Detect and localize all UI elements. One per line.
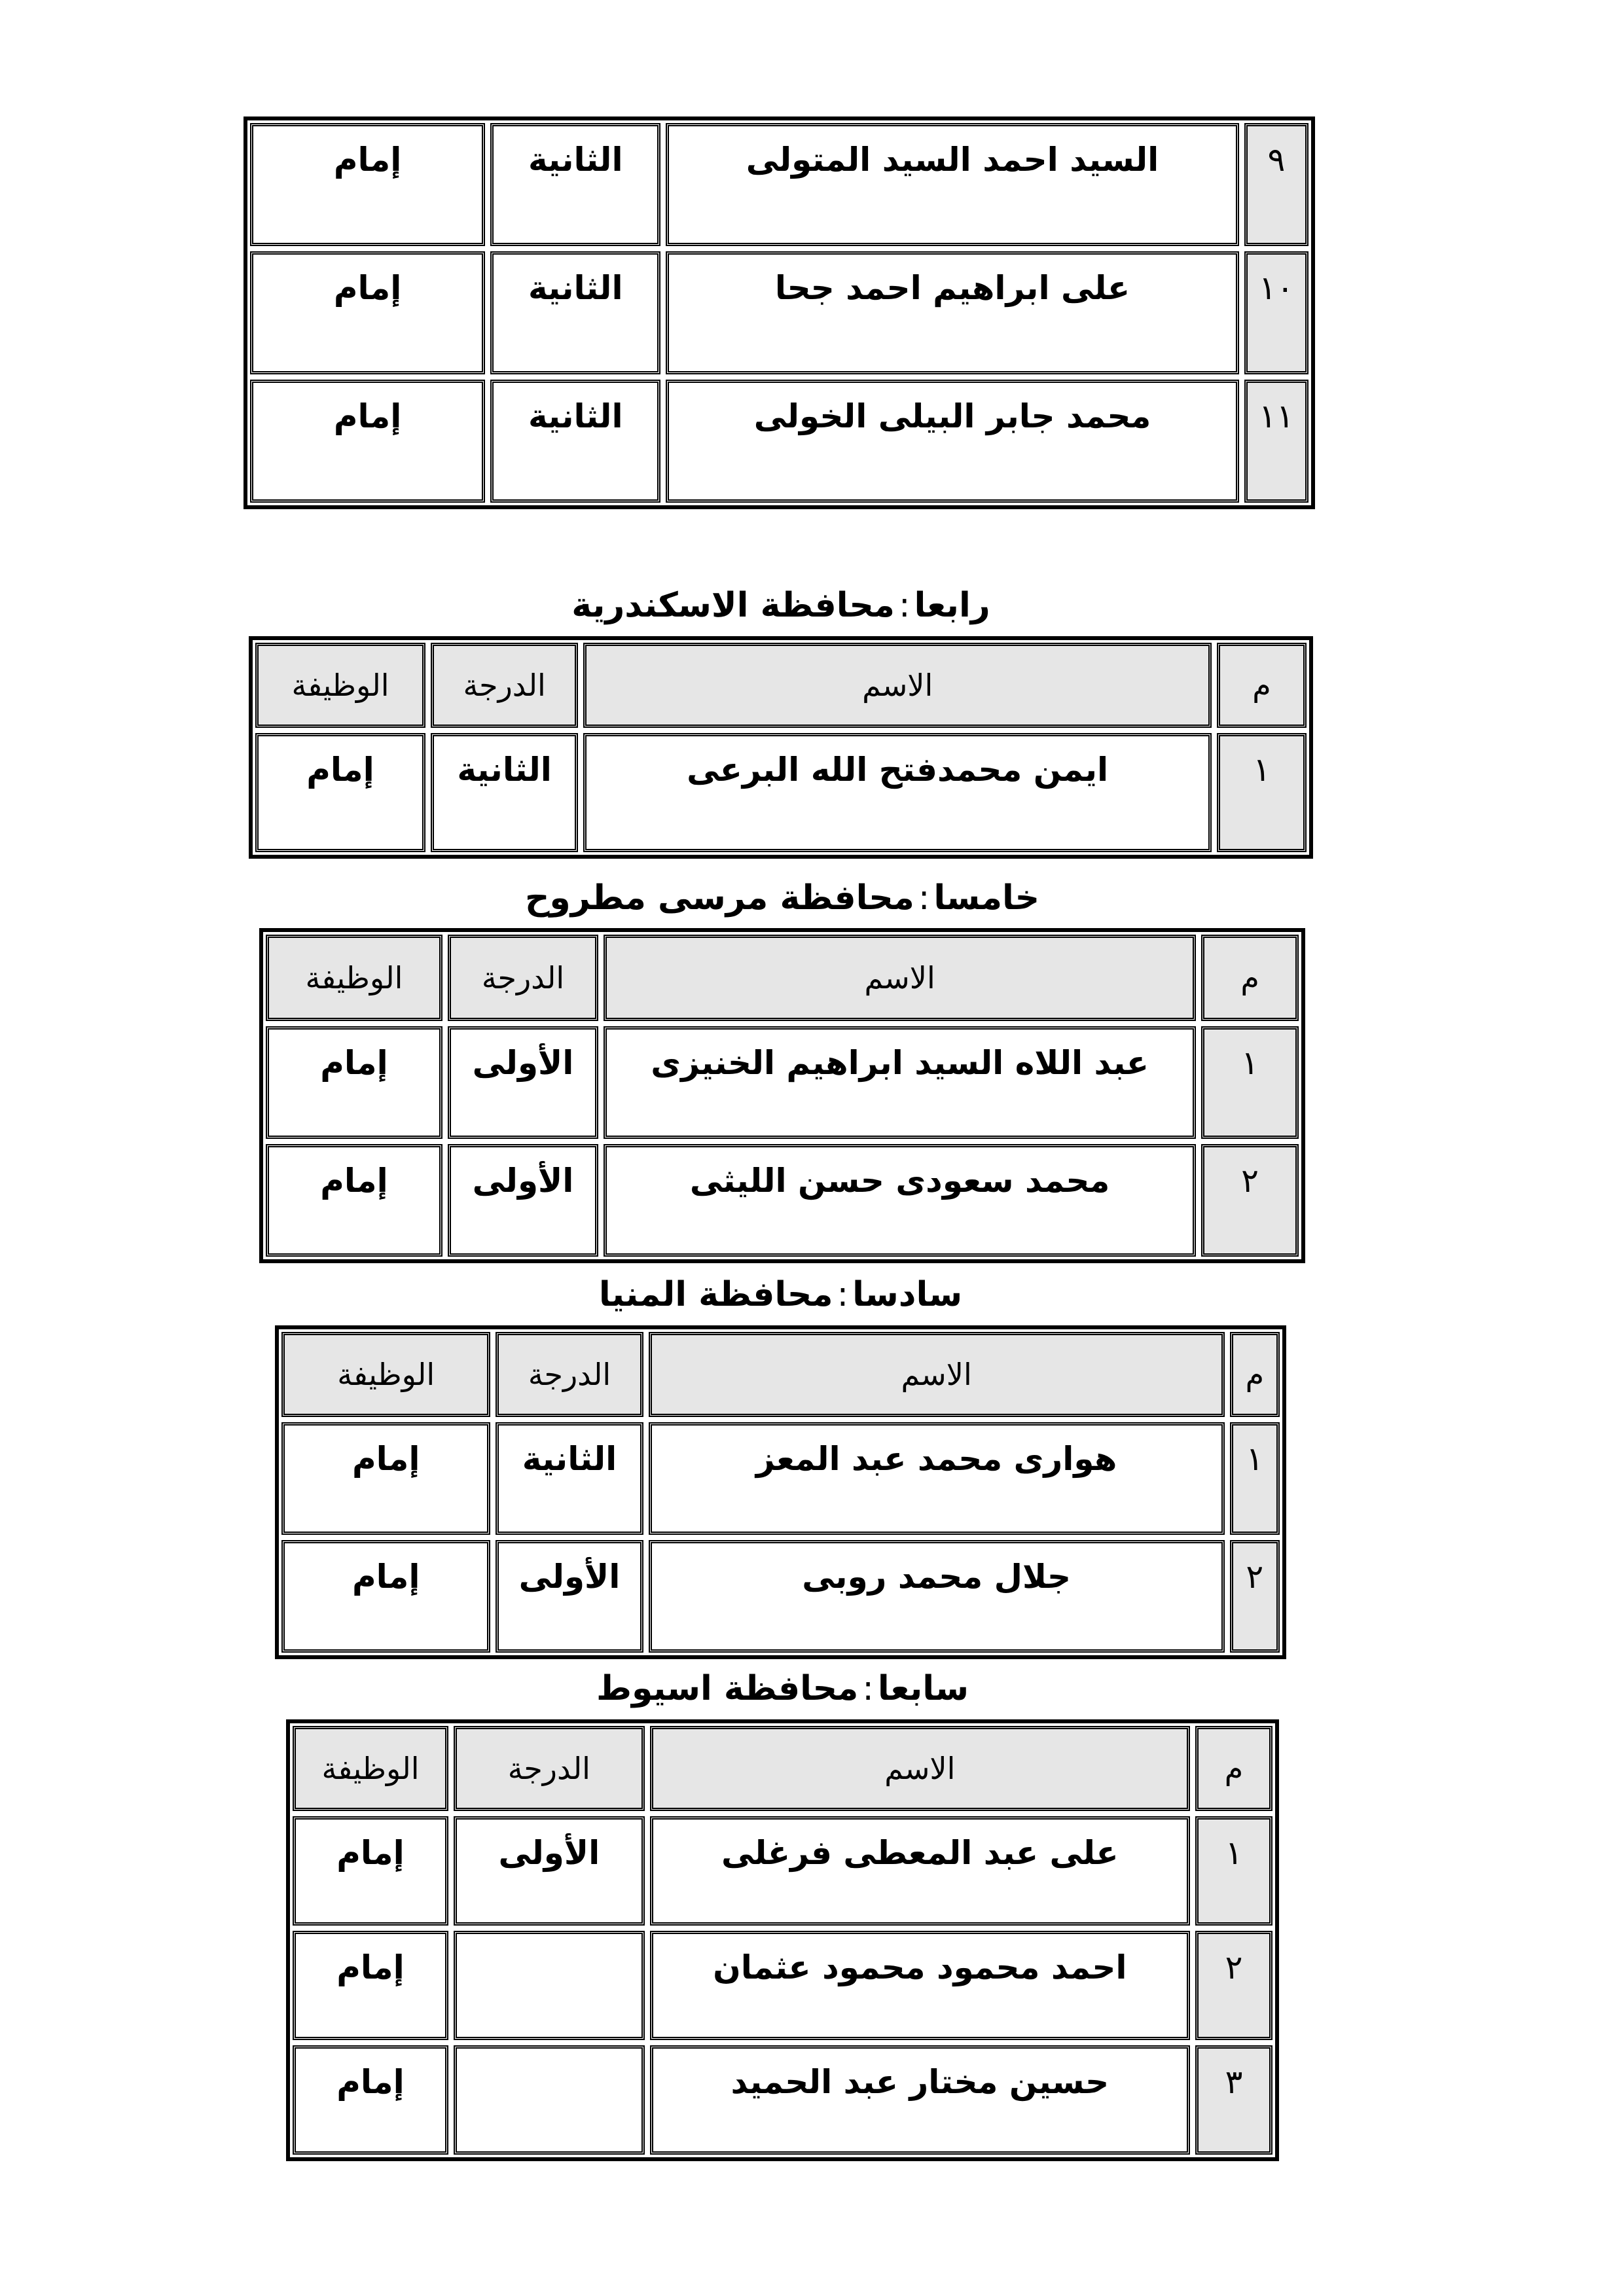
heading-ordinal: خامسا xyxy=(933,878,1040,918)
cell-num: ١ xyxy=(1201,1026,1299,1139)
heading-province-name: محافظة الاسكندرية xyxy=(571,586,895,625)
cell-grade: الثانية xyxy=(490,123,660,246)
header-job: الوظيفة xyxy=(281,1332,490,1417)
cell-name: عبد اللاه السيد ابراهيم الخنيزى xyxy=(604,1026,1196,1139)
cell-grade: الثانية xyxy=(431,733,578,852)
header-name: الاسم xyxy=(583,643,1212,728)
header-name: الاسم xyxy=(650,1726,1190,1811)
heading-ordinal: رابعا xyxy=(914,586,990,625)
cell-name: السيد احمد السيد المتولى xyxy=(666,123,1238,246)
cell-name: هوارى محمد عبد المعز xyxy=(649,1422,1225,1535)
heading-separator: : xyxy=(918,878,930,918)
heading-separator: : xyxy=(837,1275,849,1314)
cell-grade: الثانية xyxy=(490,251,660,374)
cell-name: محمد سعودى حسن الليثى xyxy=(604,1144,1196,1257)
table-row xyxy=(279,1537,1282,1655)
table-row xyxy=(253,730,1309,855)
heading-province-name: محافظة المنيا xyxy=(598,1275,833,1314)
names-table xyxy=(249,636,1313,859)
cell-job: إمام xyxy=(250,251,485,374)
table-row xyxy=(263,1141,1301,1259)
cell-grade: الأولى xyxy=(448,1144,598,1257)
cell-num: ١١ xyxy=(1244,380,1308,503)
cell-num: ٢ xyxy=(1195,1931,1272,2040)
names-table xyxy=(259,928,1305,1263)
province-heading xyxy=(596,1662,969,1715)
cell-grade: الثانية xyxy=(496,1422,643,1535)
cell-job: إمام xyxy=(293,1816,448,1926)
heading-province-name: محافظة مرسى مطروح xyxy=(524,878,914,918)
cell-name: احمد محمود محمود عثمان xyxy=(650,1931,1190,2040)
header-name: الاسم xyxy=(604,935,1196,1021)
header-job: الوظيفة xyxy=(293,1726,448,1811)
header-num: م xyxy=(1201,935,1299,1021)
header-job: الوظيفة xyxy=(266,935,442,1021)
heading-ordinal: سابعا xyxy=(877,1669,969,1708)
table-row xyxy=(247,120,1311,249)
header-num: م xyxy=(1230,1332,1280,1417)
province-heading xyxy=(599,1268,962,1321)
cell-num: ٩ xyxy=(1244,123,1308,246)
names-table xyxy=(244,117,1315,509)
cell-grade xyxy=(454,2045,645,2155)
cell-num: ٢ xyxy=(1201,1144,1299,1257)
cell-grade xyxy=(454,1931,645,2040)
names-table xyxy=(275,1325,1286,1659)
header-grade: الدرجة xyxy=(496,1332,643,1417)
cell-num: ١ xyxy=(1217,733,1307,852)
cell-num: ١٠ xyxy=(1244,251,1308,374)
cell-job: إمام xyxy=(266,1026,442,1139)
cell-job: إمام xyxy=(266,1144,442,1257)
header-grade: الدرجة xyxy=(431,643,578,728)
heading-separator: : xyxy=(899,586,911,625)
cell-name: ايمن محمدفتح الله البرعى xyxy=(583,733,1212,852)
cell-name: على ابراهيم احمد جحا xyxy=(666,251,1238,374)
cell-job: إمام xyxy=(250,380,485,503)
header-grade: الدرجة xyxy=(454,1726,645,1811)
cell-job: إمام xyxy=(255,733,425,852)
cell-grade: الأولى xyxy=(496,1540,643,1653)
table-row xyxy=(290,1928,1275,2043)
table-header-row xyxy=(263,932,1301,1024)
cell-name: على عبد المعطى فرغلى xyxy=(650,1816,1190,1926)
cell-grade: الأولى xyxy=(454,1816,645,1926)
cell-job: إمام xyxy=(293,2045,448,2155)
cell-num: ١ xyxy=(1195,1816,1272,1926)
header-job: الوظيفة xyxy=(255,643,425,728)
table-header-row xyxy=(253,640,1309,730)
heading-separator: : xyxy=(862,1669,874,1708)
cell-num: ١ xyxy=(1230,1422,1280,1535)
cell-name: جلال محمد روبى xyxy=(649,1540,1225,1653)
table-row xyxy=(263,1024,1301,1141)
names-table xyxy=(286,1719,1279,2161)
province-heading xyxy=(571,579,990,632)
province-heading xyxy=(525,872,1039,924)
table-header-row xyxy=(279,1329,1282,1420)
cell-grade: الثانية xyxy=(490,380,660,503)
header-num: م xyxy=(1195,1726,1272,1811)
table-row xyxy=(290,1814,1275,1928)
header-num: م xyxy=(1217,643,1307,728)
header-name: الاسم xyxy=(649,1332,1225,1417)
cell-name: حسين مختار عبد الحميد xyxy=(650,2045,1190,2155)
heading-province-name: محافظة اسيوط xyxy=(596,1669,859,1708)
cell-num: ٢ xyxy=(1230,1540,1280,1653)
cell-name: محمد جابر البيلى الخولى xyxy=(666,380,1238,503)
table-row xyxy=(247,377,1311,505)
header-grade: الدرجة xyxy=(448,935,598,1021)
table-header-row xyxy=(290,1723,1275,1814)
table-row xyxy=(290,2043,1275,2157)
cell-grade: الأولى xyxy=(448,1026,598,1139)
cell-job: إمام xyxy=(281,1540,490,1653)
table-row xyxy=(279,1420,1282,1537)
cell-job: إمام xyxy=(281,1422,490,1535)
table-row xyxy=(247,249,1311,377)
cell-num: ٣ xyxy=(1195,2045,1272,2155)
cell-job: إمام xyxy=(250,123,485,246)
heading-ordinal: سادسا xyxy=(852,1275,963,1314)
cell-job: إمام xyxy=(293,1931,448,2040)
